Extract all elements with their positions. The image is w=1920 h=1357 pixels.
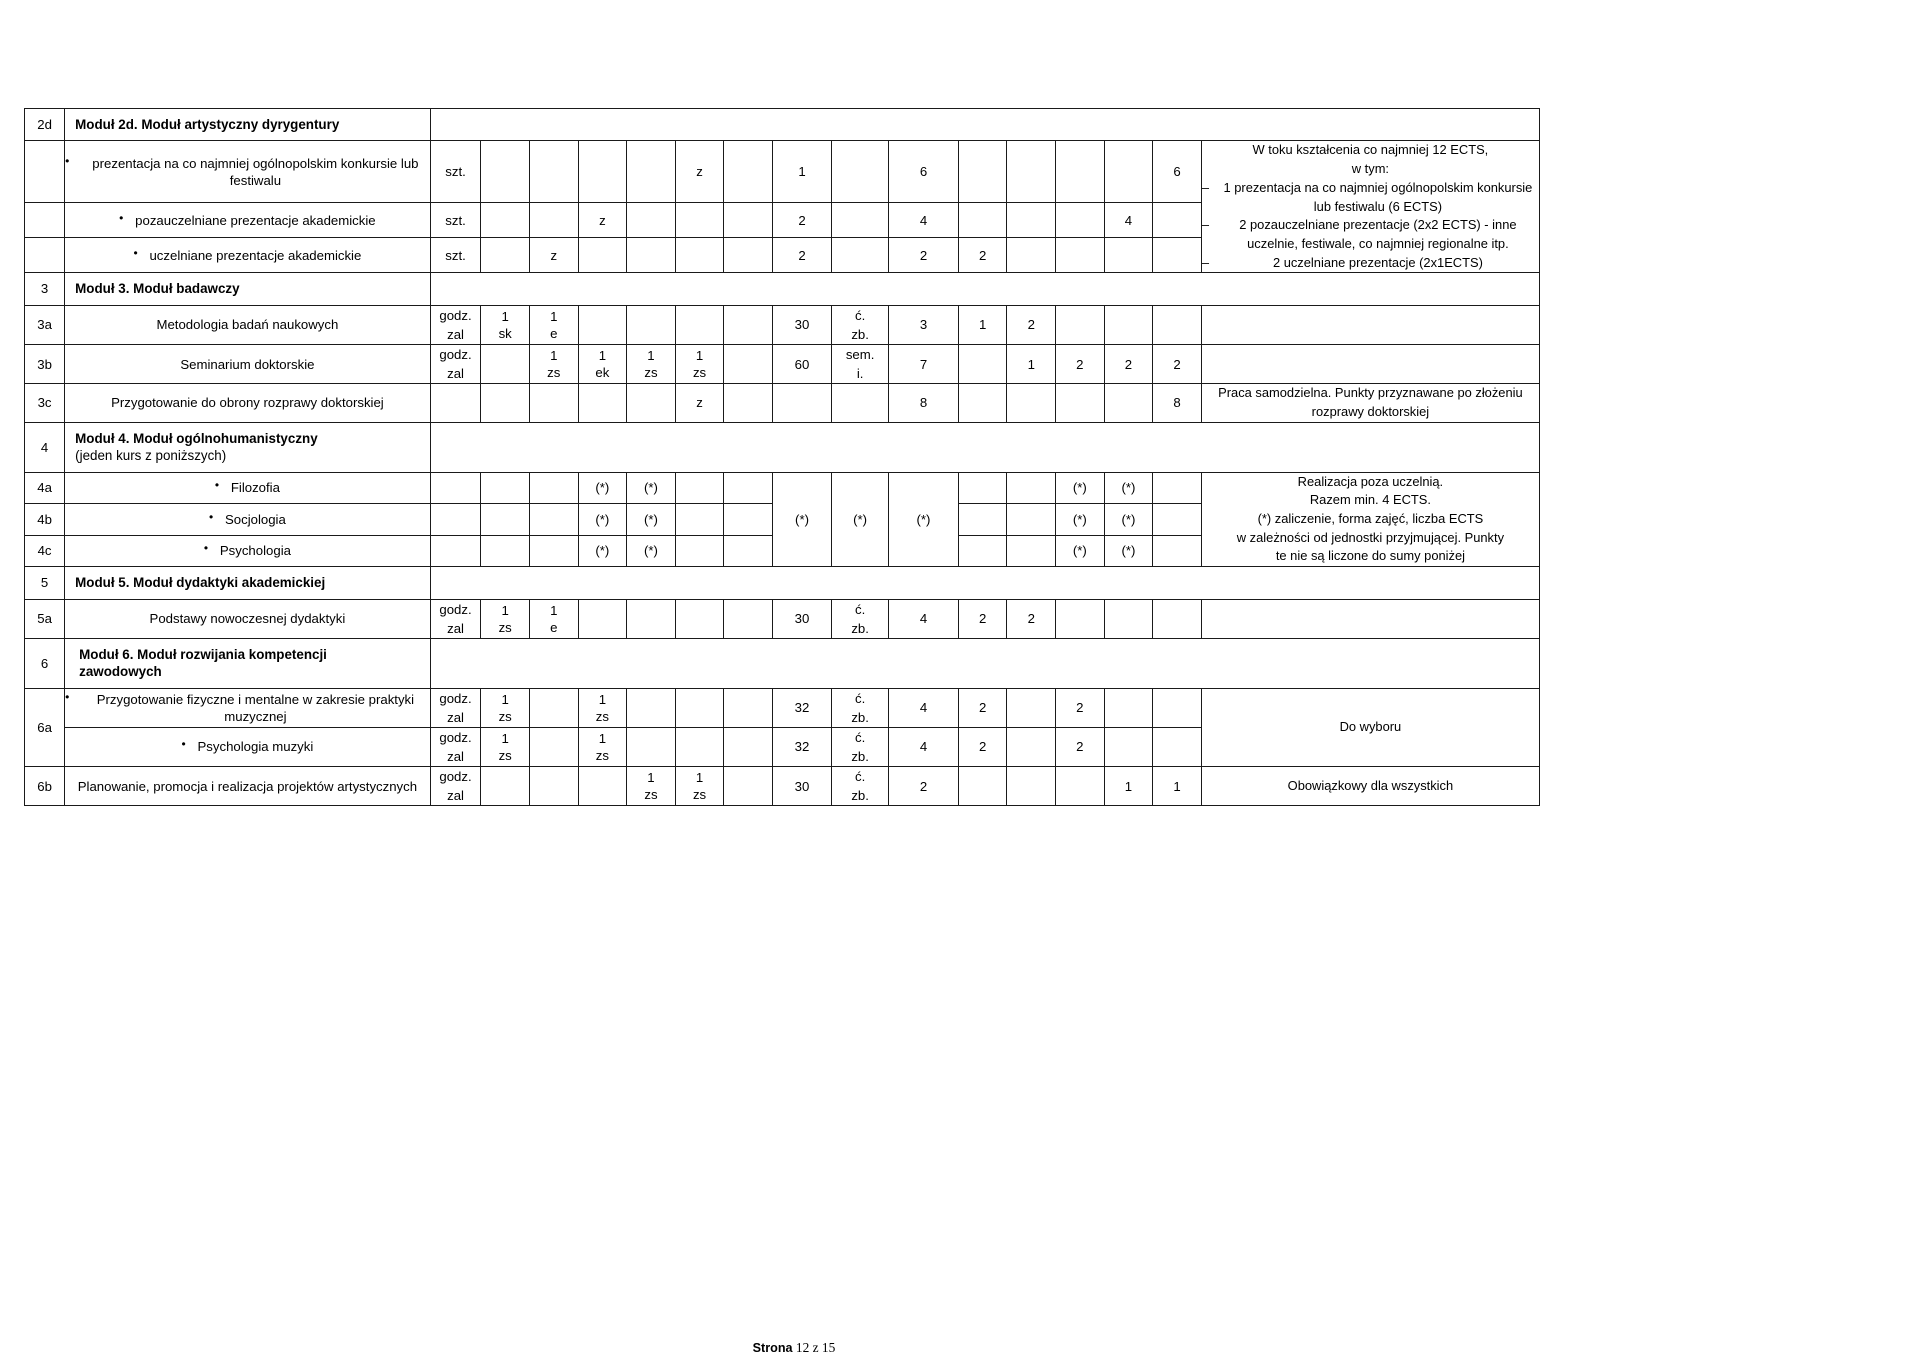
ects-sem-cell: [1007, 472, 1056, 504]
hours-cell: 32: [772, 688, 831, 727]
row-id: 6b: [25, 767, 65, 806]
ects-sem-cell: [1153, 727, 1202, 766]
row-name: Planowanie, promocja i realizacja projektów artystycznych: [65, 767, 431, 806]
note-cell-module-4: [1201, 472, 1539, 567]
module-title: Moduł 5. Moduł dydaktyki akademickiej: [65, 567, 431, 599]
form-cell-merged: (*): [832, 472, 889, 567]
sem-cell: 1 zs: [675, 345, 724, 384]
ects-sem-cell: [1056, 599, 1105, 638]
sem-cell: 1 zs: [578, 688, 627, 727]
sem-cell: 1 zs: [481, 727, 530, 766]
form-cell: ć. zb.: [832, 688, 889, 727]
ects-cell: 2: [889, 238, 959, 273]
document-page: [24, 108, 1540, 1355]
ects-cell: 6: [889, 141, 959, 203]
table-row: [25, 345, 1540, 384]
note-line: Realizacja poza uczelnią.: [1297, 473, 1444, 489]
module-header-row: [25, 567, 1540, 599]
sem-cell: [724, 727, 773, 766]
ects-sem-cell: [1056, 384, 1105, 422]
ects-sem-cell: 2: [1056, 688, 1105, 727]
note-dash-item: – 2 pozauczelniane prezentacje (2x2 ECTS) - inne uczelnie, festiwale, co najmniej regionalne itp.: [1202, 216, 1539, 253]
row-unit: godz. zal: [430, 727, 481, 766]
module-header-row: [25, 273, 1540, 305]
sem-cell: [627, 384, 676, 422]
form-cell: ć. zb.: [832, 727, 889, 766]
module-title-text: Moduł 4. Moduł ogólnohumanistyczny: [75, 430, 318, 446]
table-row: [25, 305, 1540, 344]
ects-sem-cell: [1153, 504, 1202, 536]
hours-cell: 2: [772, 203, 831, 238]
row-unit: [430, 384, 481, 422]
row-id: 3b: [25, 345, 65, 384]
ects-sem-cell: [1007, 727, 1056, 766]
module-header-row: [25, 109, 1540, 141]
row-name-text: • Przygotowanie fizyczne i mentalne w zakresie praktyki muzycznej: [65, 691, 430, 725]
sem-cell: [724, 767, 773, 806]
sem-cell: [578, 767, 627, 806]
ects-sem-cell: [1153, 203, 1202, 238]
table-row: [25, 384, 1540, 422]
note-cell: [1201, 599, 1539, 638]
sem-cell: [675, 504, 724, 536]
form-cell: [832, 203, 889, 238]
ects-sem-cell: [1104, 688, 1153, 727]
module-subtitle: zawodowych: [79, 664, 162, 680]
ects-sem-cell: [958, 504, 1007, 536]
ects-sem-cell: 2: [958, 599, 1007, 638]
module-id: 6: [25, 638, 65, 688]
module-header-blank: [430, 273, 1539, 305]
row-name: [65, 472, 431, 504]
sem-cell: [578, 384, 627, 422]
row-name: Podstawy nowoczesnej dydaktyki: [65, 599, 431, 638]
ects-sem-cell: [958, 472, 1007, 504]
ects-sem-cell: [958, 535, 1007, 567]
footer-label: Strona: [752, 1341, 793, 1355]
table-row: [25, 688, 1540, 727]
row-unit: szt.: [430, 238, 481, 273]
ects-cell: 4: [889, 203, 959, 238]
ects-sem-cell: 6: [1153, 141, 1202, 203]
sem-cell: [578, 599, 627, 638]
sem-cell: 1 zs: [578, 727, 627, 766]
sem-cell: [724, 141, 773, 203]
row-unit: [430, 535, 481, 567]
hours-cell-merged: (*): [772, 472, 831, 567]
note-dash-item: – 1 prezentacja na co najmniej ogólnopolskim konkursie lub festiwalu (6 ECTS): [1202, 179, 1539, 216]
ects-sem-cell: 2: [1056, 727, 1105, 766]
ects-sem-cell: [958, 384, 1007, 422]
ects-sem-cell: 2: [958, 238, 1007, 273]
row-name-text: • uczelniane prezentacje akademickie: [133, 247, 361, 264]
row-name: [65, 688, 431, 727]
hours-cell: [772, 384, 831, 422]
module-id: 4: [25, 422, 65, 472]
ects-sem-cell: [1104, 305, 1153, 344]
ects-sem-cell: [1153, 472, 1202, 504]
ects-sem-cell: [1104, 141, 1153, 203]
ects-sem-cell: [1007, 504, 1056, 536]
sem-cell: z: [675, 141, 724, 203]
sem-cell: 1 zs: [481, 599, 530, 638]
sem-cell: [675, 305, 724, 344]
note-cell: [1201, 305, 1539, 344]
ects-sem-cell: [1007, 384, 1056, 422]
sem-cell: [529, 688, 578, 727]
row-unit: godz. zal: [430, 305, 481, 344]
sem-cell: [724, 688, 773, 727]
ects-cell: 3: [889, 305, 959, 344]
ects-sem-cell: [1007, 141, 1056, 203]
ects-sem-cell: 4: [1104, 203, 1153, 238]
ects-sem-cell: [1104, 599, 1153, 638]
sem-cell: 1 zs: [627, 345, 676, 384]
ects-cell: 7: [889, 345, 959, 384]
sem-cell: [529, 504, 578, 536]
ects-sem-cell: (*): [1056, 472, 1105, 504]
sem-cell: [627, 203, 676, 238]
row-unit: godz. zal: [430, 599, 481, 638]
ects-sem-cell: [1056, 305, 1105, 344]
row-unit: [430, 504, 481, 536]
row-name: [65, 504, 431, 536]
sem-cell: [529, 535, 578, 567]
ects-sem-cell: [1056, 141, 1105, 203]
sem-cell: 1 e: [529, 305, 578, 344]
module-header-blank: [430, 638, 1539, 688]
note-line: te nie są liczone do sumy poniżej: [1275, 548, 1465, 564]
module-header-row: [25, 422, 1540, 472]
sem-cell: [529, 384, 578, 422]
ects-sem-cell: [1056, 767, 1105, 806]
module-id: 2d: [25, 109, 65, 141]
footer-page-number: 12 z 15: [795, 1340, 836, 1355]
row-unit: szt.: [430, 203, 481, 238]
form-cell: ć. zb.: [832, 305, 889, 344]
ects-sem-cell: [1104, 727, 1153, 766]
ects-sem-cell: 1: [1153, 767, 1202, 806]
sem-cell: [627, 688, 676, 727]
ects-sem-cell: (*): [1056, 535, 1105, 567]
module-title: Moduł 2d. Moduł artystyczny dyrygentury: [65, 109, 431, 141]
ects-sem-cell: (*): [1104, 504, 1153, 536]
ects-sem-cell: [1007, 203, 1056, 238]
sem-cell: [724, 238, 773, 273]
sem-cell: z: [578, 203, 627, 238]
module-title-text: Moduł 6. Moduł rozwijania kompetencji: [79, 646, 327, 662]
row-id: 4b: [25, 504, 65, 536]
sem-cell: [481, 535, 530, 567]
row-unit: [430, 472, 481, 504]
ects-sem-cell: [1007, 535, 1056, 567]
sem-cell: 1 zs: [481, 688, 530, 727]
sem-cell: [481, 504, 530, 536]
ects-cell-merged: (*): [889, 472, 959, 567]
table-row: [25, 599, 1540, 638]
ects-sem-cell: 1: [958, 305, 1007, 344]
row-name: [65, 141, 431, 203]
ects-sem-cell: 2: [1153, 345, 1202, 384]
sem-cell: [724, 384, 773, 422]
hours-cell: 60: [772, 345, 831, 384]
ects-sem-cell: (*): [1056, 504, 1105, 536]
sem-cell: [529, 767, 578, 806]
row-name: [65, 238, 431, 273]
ects-sem-cell: [1153, 305, 1202, 344]
row-id: 3c: [25, 384, 65, 422]
ects-cell: 4: [889, 599, 959, 638]
sem-cell: z: [529, 238, 578, 273]
sem-cell: [627, 727, 676, 766]
study-plan-table: [24, 108, 1540, 806]
row-id: [25, 141, 65, 203]
ects-sem-cell: 1: [1007, 345, 1056, 384]
sem-cell: [529, 727, 578, 766]
module-subtitle: (jeden kurs z poniższych): [75, 448, 227, 464]
row-name-text: • Psychologia muzyki: [182, 738, 314, 755]
note-dash-item: – 2 uczelniane prezentacje (2x1ECTS): [1202, 254, 1539, 273]
hours-cell: 30: [772, 305, 831, 344]
hours-cell: 1: [772, 141, 831, 203]
row-name: [65, 203, 431, 238]
sem-cell: (*): [578, 535, 627, 567]
module-title: Moduł 3. Moduł badawczy: [65, 273, 431, 305]
sem-cell: [627, 305, 676, 344]
row-id: [25, 203, 65, 238]
module-id: 5: [25, 567, 65, 599]
note-line: Razem min. 4 ECTS.: [1309, 492, 1431, 508]
sem-cell: (*): [627, 535, 676, 567]
form-cell: ć. zb.: [832, 599, 889, 638]
sem-cell: [481, 203, 530, 238]
table-row: [25, 767, 1540, 806]
sem-cell: [578, 305, 627, 344]
sem-cell: [724, 203, 773, 238]
ects-sem-cell: [1056, 238, 1105, 273]
sem-cell: [675, 688, 724, 727]
ects-sem-cell: [1153, 238, 1202, 273]
sem-cell: 1 zs: [627, 767, 676, 806]
sem-cell: z: [675, 384, 724, 422]
ects-sem-cell: 2: [1007, 305, 1056, 344]
row-name-text: • Psychologia: [204, 542, 291, 559]
sem-cell: [481, 238, 530, 273]
ects-sem-cell: [1104, 238, 1153, 273]
sem-cell: [675, 535, 724, 567]
row-id: 5a: [25, 599, 65, 638]
ects-sem-cell: [958, 141, 1007, 203]
row-unit: godz. zal: [430, 767, 481, 806]
ects-sem-cell: [1153, 599, 1202, 638]
module-header-row: [25, 638, 1540, 688]
sem-cell: (*): [627, 504, 676, 536]
sem-cell: [627, 599, 676, 638]
row-id: 4a: [25, 472, 65, 504]
ects-cell: 2: [889, 767, 959, 806]
sem-cell: [481, 345, 530, 384]
sem-cell: 1 zs: [675, 767, 724, 806]
sem-cell: 1 e: [529, 599, 578, 638]
row-name: [65, 727, 431, 766]
row-id: [25, 238, 65, 273]
table-row: [25, 141, 1540, 203]
ects-sem-cell: [958, 203, 1007, 238]
form-cell: [832, 238, 889, 273]
sem-cell: (*): [578, 472, 627, 504]
row-unit: godz. zal: [430, 345, 481, 384]
row-name: [65, 535, 431, 567]
ects-sem-cell: 2: [1007, 599, 1056, 638]
sem-cell: [481, 767, 530, 806]
sem-cell: [675, 203, 724, 238]
sem-cell: [627, 141, 676, 203]
row-id: 3a: [25, 305, 65, 344]
sem-cell: [529, 472, 578, 504]
module-header-blank: [430, 567, 1539, 599]
sem-cell: (*): [578, 504, 627, 536]
sem-cell: [578, 141, 627, 203]
table-row: [25, 472, 1540, 504]
form-cell: [832, 141, 889, 203]
row-unit: godz. zal: [430, 688, 481, 727]
sem-cell: [675, 599, 724, 638]
hours-cell: 30: [772, 599, 831, 638]
note-cell-module-2d: [1201, 141, 1539, 273]
note-line: w tym:: [1351, 161, 1390, 177]
ects-sem-cell: 2: [1104, 345, 1153, 384]
ects-sem-cell: 2: [958, 688, 1007, 727]
ects-sem-cell: 2: [958, 727, 1007, 766]
ects-sem-cell: 8: [1153, 384, 1202, 422]
note-cell: [1201, 345, 1539, 384]
row-id: 6a: [25, 688, 65, 767]
ects-cell: 8: [889, 384, 959, 422]
form-cell: sem. i.: [832, 345, 889, 384]
note-cell-3c: Praca samodzielna. Punkty przyznawane po złożeniu rozprawy doktorskiej: [1201, 384, 1539, 422]
form-cell: ć. zb.: [832, 767, 889, 806]
ects-sem-cell: [1007, 688, 1056, 727]
sem-cell: [724, 472, 773, 504]
ects-cell: 4: [889, 727, 959, 766]
sem-cell: [627, 238, 676, 273]
hours-cell: 2: [772, 238, 831, 273]
sem-cell: [481, 384, 530, 422]
row-name-text: • prezentacja na co najmniej ogólnopolskim konkursie lub festiwalu: [65, 155, 430, 189]
ects-sem-cell: [1104, 384, 1153, 422]
row-name-text: • Filozofia: [215, 479, 280, 496]
row-name-text: • pozauczelniane prezentacje akademickie: [119, 212, 375, 229]
row-name: Metodologia badań naukowych: [65, 305, 431, 344]
ects-sem-cell: [958, 345, 1007, 384]
sem-cell: [724, 535, 773, 567]
module-title: [65, 422, 431, 472]
sem-cell: 1 ek: [578, 345, 627, 384]
ects-sem-cell: [1007, 238, 1056, 273]
row-unit: szt.: [430, 141, 481, 203]
ects-sem-cell: (*): [1104, 535, 1153, 567]
sem-cell: [481, 141, 530, 203]
note-cell-6a: Do wyboru: [1201, 688, 1539, 767]
note-line: w zależności od jednostki przyjmującej. Punkty: [1236, 529, 1505, 545]
ects-sem-cell: [1153, 535, 1202, 567]
ects-sem-cell: [1153, 688, 1202, 727]
note-line: (*) zaliczenie, forma zajęć, liczba ECTS: [1257, 510, 1484, 526]
row-name: Seminarium doktorskie: [65, 345, 431, 384]
sem-cell: [724, 504, 773, 536]
module-id: 3: [25, 273, 65, 305]
note-line: W toku kształcenia co najmniej 12 ECTS,: [1252, 142, 1489, 158]
hours-cell: 30: [772, 767, 831, 806]
sem-cell: [724, 599, 773, 638]
ects-sem-cell: [1007, 767, 1056, 806]
note-cell-6b: Obowiązkowy dla wszystkich: [1201, 767, 1539, 806]
sem-cell: 1 zs: [529, 345, 578, 384]
ects-sem-cell: 2: [1056, 345, 1105, 384]
sem-cell: 1 sk: [481, 305, 530, 344]
hours-cell: 32: [772, 727, 831, 766]
module-header-blank: [430, 422, 1539, 472]
sem-cell: [578, 238, 627, 273]
ects-sem-cell: [1056, 203, 1105, 238]
sem-cell: [724, 345, 773, 384]
ects-cell: 4: [889, 688, 959, 727]
ects-sem-cell: (*): [1104, 472, 1153, 504]
row-id: 4c: [25, 535, 65, 567]
row-name: Przygotowanie do obrony rozprawy doktorskiej: [65, 384, 431, 422]
sem-cell: (*): [627, 472, 676, 504]
page-footer: [24, 1340, 1564, 1356]
sem-cell: [529, 141, 578, 203]
form-cell: [832, 384, 889, 422]
ects-sem-cell: [958, 767, 1007, 806]
sem-cell: [675, 727, 724, 766]
row-name-text: • Socjologia: [209, 511, 286, 528]
module-title: [65, 638, 431, 688]
sem-cell: [675, 238, 724, 273]
sem-cell: [675, 472, 724, 504]
sem-cell: [529, 203, 578, 238]
sem-cell: [724, 305, 773, 344]
ects-sem-cell: 1: [1104, 767, 1153, 806]
module-header-blank: [430, 109, 1539, 141]
